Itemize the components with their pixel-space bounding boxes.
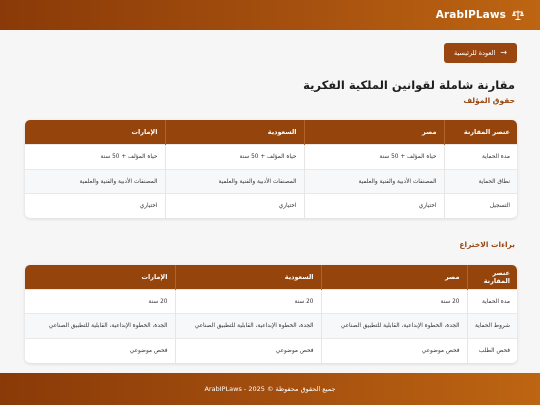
column-header: السعودية (165, 120, 304, 145)
table-cell: اختياري (25, 194, 165, 218)
table-cell: الجدة، الخطوة الإبداعية، القابلية للتطبيق الصناعي (175, 314, 321, 339)
table-row (25, 314, 517, 339)
table-row (25, 145, 517, 170)
table-cell: الجدة، الخطوة الإبداعية، القابلية للتطبيق الصناعي (321, 314, 467, 339)
patents-section-title: براءات الاختراع (459, 240, 515, 249)
row-label: شروط الحماية (467, 314, 517, 339)
back-button-label: العودة للرئيسية (453, 49, 496, 57)
column-header: الإمارات (25, 265, 175, 290)
column-header: الإمارات (25, 120, 165, 145)
table-cell: فحص موضوعي (25, 339, 175, 363)
table-cell: حياة المؤلف + 50 سنة (165, 145, 304, 170)
column-header: السعودية (175, 265, 321, 290)
brand-name[interactable]: ArabIPLaws (435, 9, 506, 21)
scale-icon (512, 9, 524, 21)
table-cell: حياة المؤلف + 50 سنة (304, 145, 444, 170)
table-cell: المصنفات الأدبية والفنية والعلمية (25, 170, 165, 194)
table-cell: الجدة، الخطوة الإبداعية، القابلية للتطبيق الصناعي (25, 314, 175, 339)
footer-copyright: جميع الحقوق محفوظة © 2025 - ArabIPLaws (204, 385, 336, 393)
table-header-row (25, 120, 517, 145)
copyright-section-title: حقوق المؤلف (463, 96, 515, 105)
table-header-row (25, 265, 517, 290)
row-label: نطاق الحماية (444, 170, 517, 194)
copyright-comparison-table (25, 120, 517, 218)
row-label: التسجيل (444, 194, 517, 218)
table-row (25, 194, 517, 218)
back-to-home-button[interactable] (444, 43, 517, 63)
table-cell: 20 سنة (321, 290, 467, 314)
row-label: فحص الطلب (467, 339, 517, 363)
table-cell: اختياري (304, 194, 444, 218)
table-cell: 20 سنة (175, 290, 321, 314)
column-header: عنصر المقارنة (467, 265, 517, 290)
table-row (25, 170, 517, 194)
page-title: مقارنة شاملة لقوانين الملكية الفكرية (303, 78, 515, 92)
table-cell: المصنفات الأدبية والفنية والعلمية (304, 170, 444, 194)
table-row (25, 290, 517, 314)
table-cell: حياة المؤلف + 50 سنة (25, 145, 165, 170)
patents-comparison-table (25, 265, 517, 363)
column-header: مصر (304, 120, 444, 145)
table-cell: فحص موضوعي (321, 339, 467, 363)
table-cell: اختياري (165, 194, 304, 218)
arrow-right-icon: → (500, 48, 508, 57)
table-row (25, 339, 517, 363)
table-cell: المصنفات الأدبية والفنية والعلمية (165, 170, 304, 194)
row-label: مدة الحماية (467, 290, 517, 314)
site-header (0, 0, 540, 30)
row-label: مدة الحماية (444, 145, 517, 170)
column-header: عنصر المقارنة (444, 120, 517, 145)
column-header: مصر (321, 265, 467, 290)
site-footer (0, 373, 540, 405)
table-cell: فحص موضوعي (175, 339, 321, 363)
table-cell: 20 سنة (25, 290, 175, 314)
